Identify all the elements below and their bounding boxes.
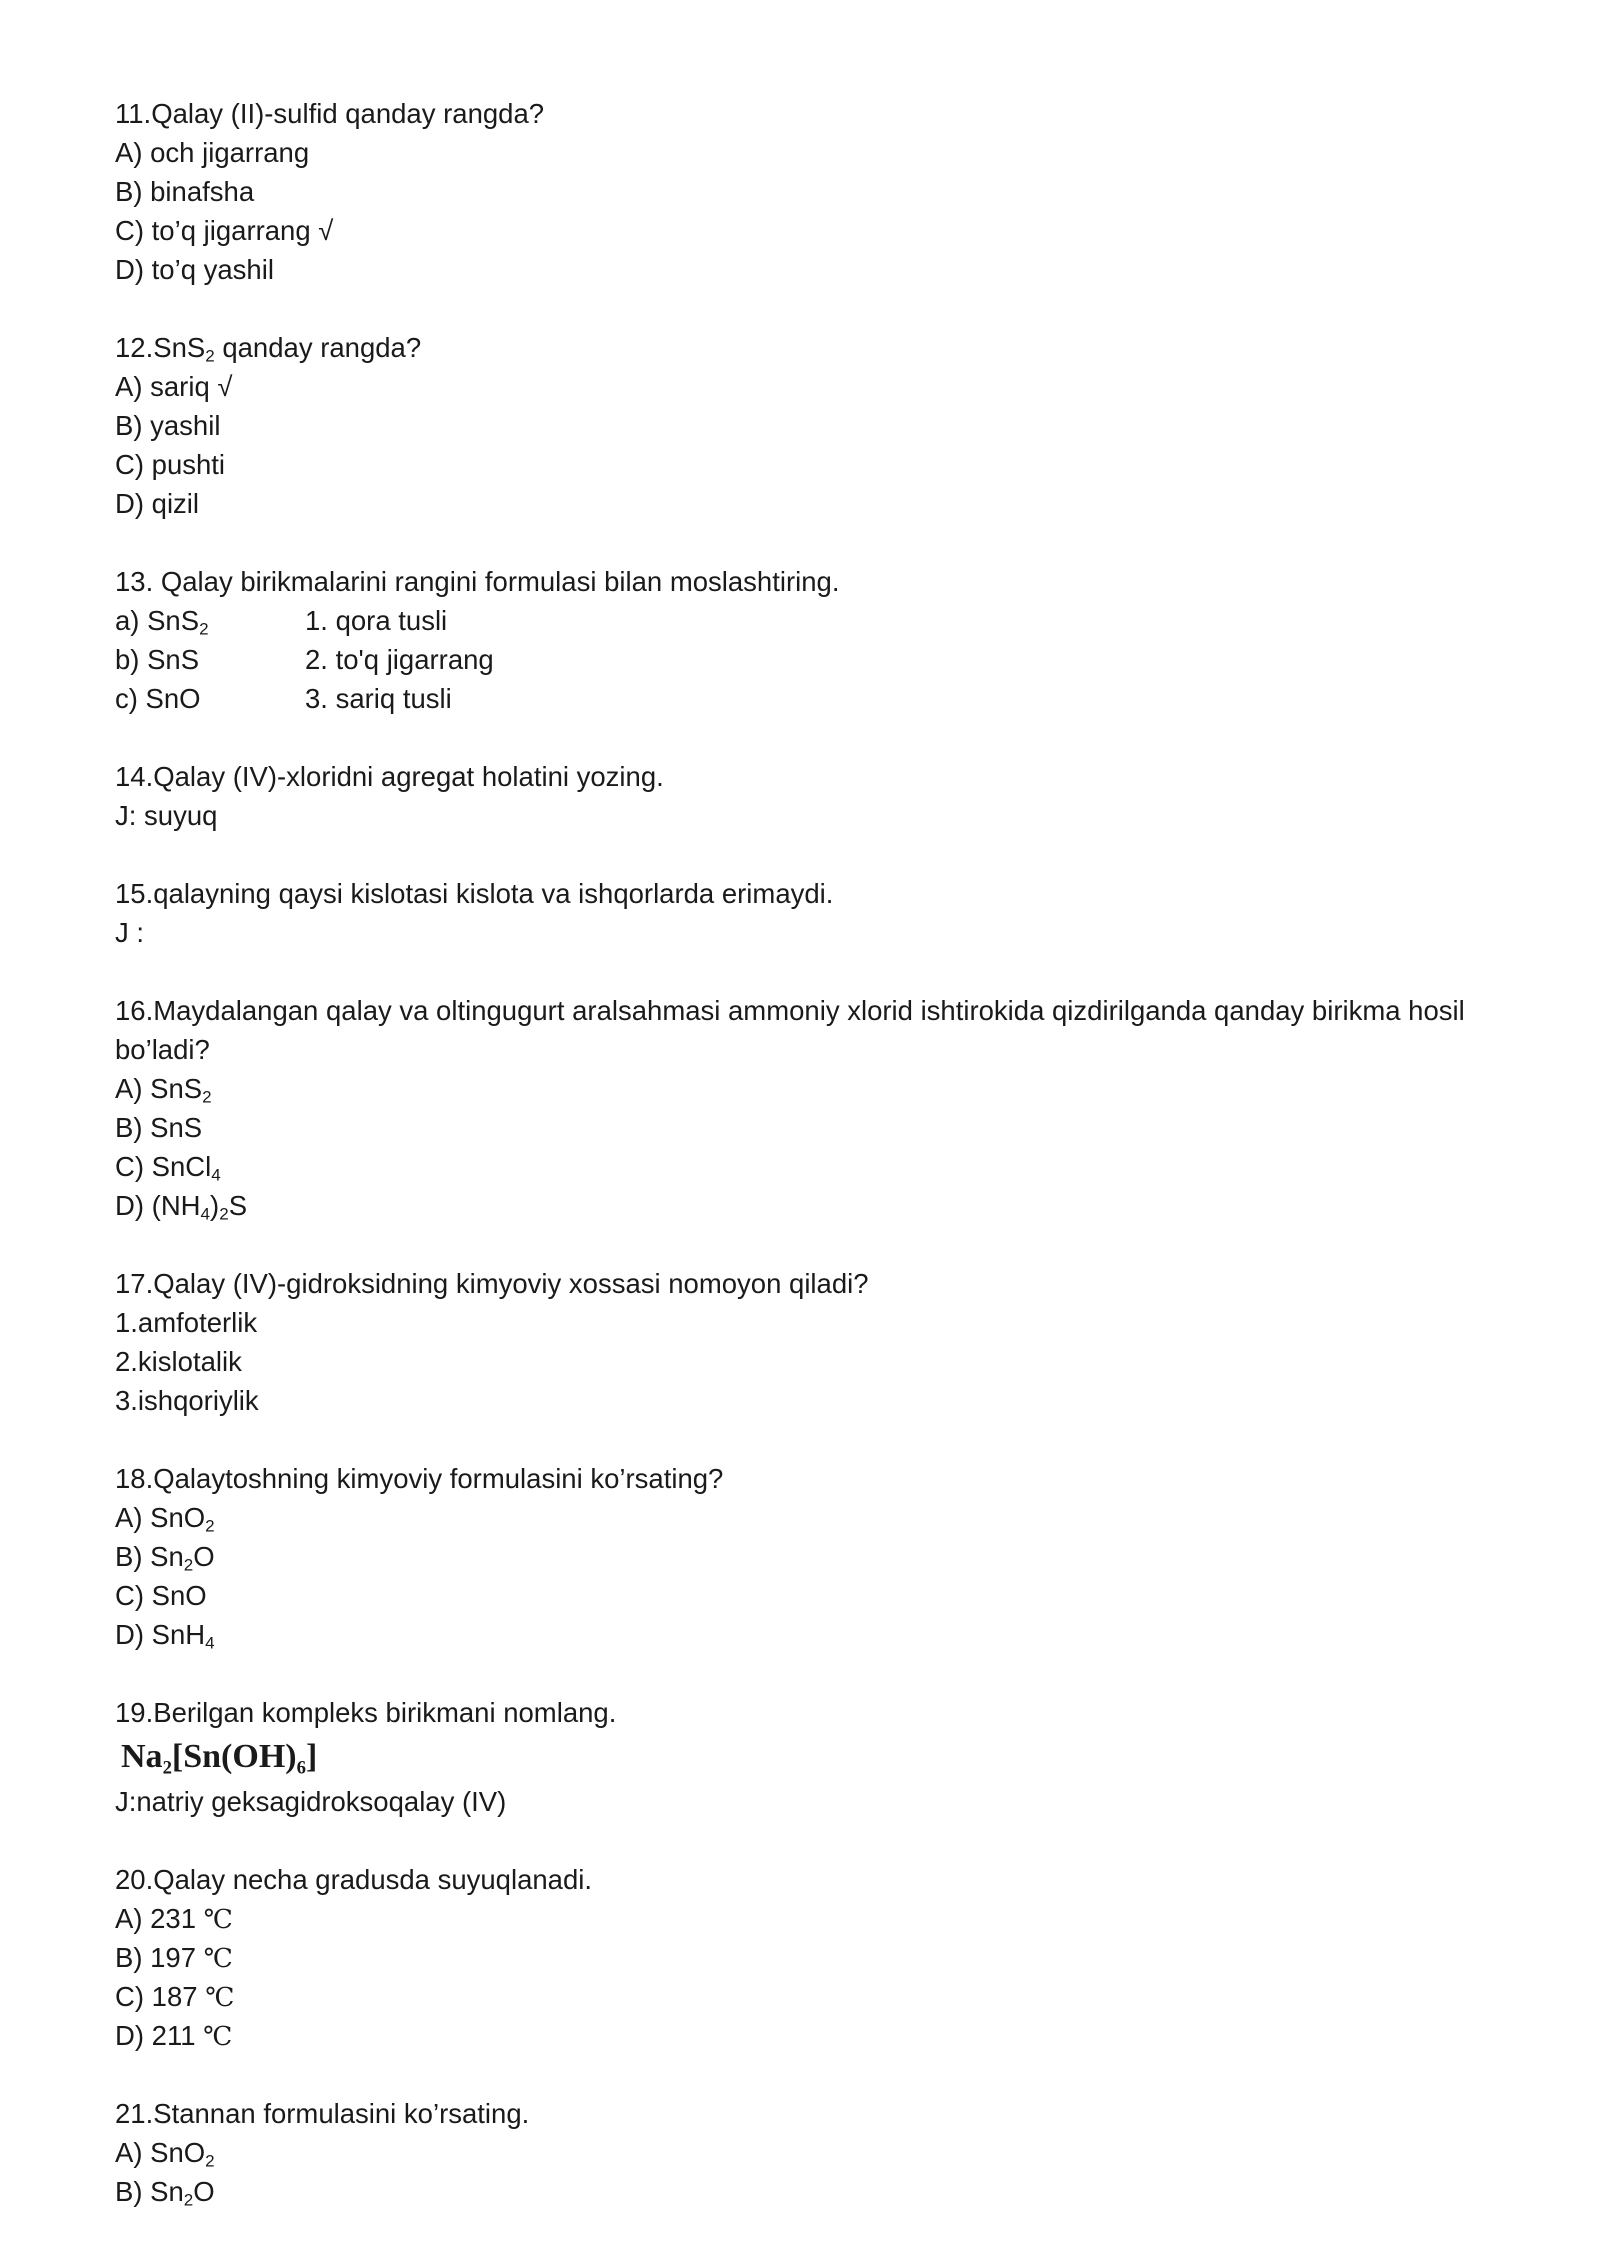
celsius-symbol: ℃: [203, 1905, 233, 1935]
q11-option-a: A) och jigarrang: [115, 137, 310, 168]
q17-option-1: 1.amfoterlik: [115, 1307, 258, 1338]
celsius-symbol: ℃: [203, 1944, 233, 1974]
question-11: 11.Qalay (II)-sulfid qanday rangda?: [115, 98, 545, 129]
celsius-symbol: ℃: [203, 2022, 233, 2052]
q16-option-d: D) $(NH_4)_2S$: [115, 1190, 248, 1224]
q11-option-b: B) binafsha: [115, 176, 255, 207]
q16-option-a: A) SnS$_2$: [115, 1073, 212, 1107]
question-19: 19.Berilgan kompleks birikmani nomlang.: [115, 1697, 617, 1728]
q15-answer: J :: [115, 917, 145, 948]
question-14: 14.Qalay (IV)-xloridni agregat holatini yozing.: [115, 761, 664, 792]
q18-option-b: B) $Sn_2O$: [115, 1541, 215, 1575]
q20-option-a: A) 231 ℃: [115, 1903, 233, 1935]
question-13: 13. Qalay birikmalarini rangini formulasi bilan moslashtiring.: [115, 566, 840, 597]
q12-option-c: C) pushti: [115, 449, 226, 480]
q20-option-b: B) 197 ℃: [115, 1942, 233, 1974]
q13-compound-c: c) SnO: [115, 683, 201, 714]
celsius-symbol: ℃: [205, 1983, 235, 2013]
q13-color-2: 2. to'q jigarrang: [305, 644, 494, 675]
q21-option-b: B) $Sn_2O$: [115, 2176, 215, 2210]
q19-answer: J:natriy geksagidroksoqalay (IV): [115, 1786, 507, 1817]
q17-option-2: 2.kislotalik: [115, 1346, 242, 1377]
q11-option-d: D) to’q yashil: [115, 254, 274, 285]
q13-match-row-2: [115, 640, 1475, 679]
question-15: 15.qalayning qaysi kislotasi kislota va ishqorlarda erimaydi.: [115, 878, 834, 909]
question-18: 18.Qalaytoshning kimyoviy formulasini ko’rsating?: [115, 1463, 724, 1494]
q18-option-d: D) SnH$_4$: [115, 1619, 215, 1653]
question-16: 16.Maydalangan qalay va oltingugurt aralsahmasi ammoniy xlorid ishtirokida qizdirilganda qanday birikma hosil bo’ladi?: [115, 995, 1465, 1065]
q13-color-1: 1. qora tusli: [305, 605, 448, 636]
question-20: 20.Qalay necha gradusda suyuqlanadi.: [115, 1864, 593, 1895]
q12-option-b: B) yashil: [115, 410, 221, 441]
q20-option-d: D) 211 ℃: [115, 2020, 233, 2052]
q17-option-3: 3.ishqoriylik: [115, 1385, 259, 1416]
q19-complex-formula: $Na_2[Sn(OH)_6]$: [121, 1738, 318, 1779]
q13-match-row-1: [115, 601, 1475, 640]
q18-option-c: C) SnO: [115, 1580, 207, 1611]
q13-color-3: 3. sariq tusli: [305, 683, 452, 714]
question-12: 12.SnS$_2$ qanday rangda?: [115, 332, 422, 366]
q14-answer: J: suyuq: [115, 800, 218, 831]
q13-compound-b: b) SnS: [115, 644, 200, 675]
q11-option-c: C) to’q jigarrang √: [115, 215, 334, 246]
q12-option-d: D) qizil: [115, 488, 200, 519]
q18-option-a: A) SnO$_2$: [115, 1502, 215, 1536]
question-21: 21.Stannan formulasini ko’rsating.: [115, 2098, 530, 2129]
q13-match-row-3: [115, 679, 1475, 718]
q21-option-a: A) SnO$_2$: [115, 2137, 215, 2171]
quiz-content: [115, 94, 1475, 2211]
q16-option-c: C) SnCl$_4$: [115, 1151, 221, 1185]
q13-compound-a: a) SnS$_2$: [115, 605, 209, 639]
question-17: 17.Qalay (IV)-gidroksidning kimyoviy xossasi nomoyon qiladi?: [115, 1268, 869, 1299]
q12-option-a: A) sariq √: [115, 371, 233, 402]
q20-option-c: C) 187 ℃: [115, 1981, 235, 2013]
q16-option-b: B) SnS: [115, 1112, 203, 1143]
